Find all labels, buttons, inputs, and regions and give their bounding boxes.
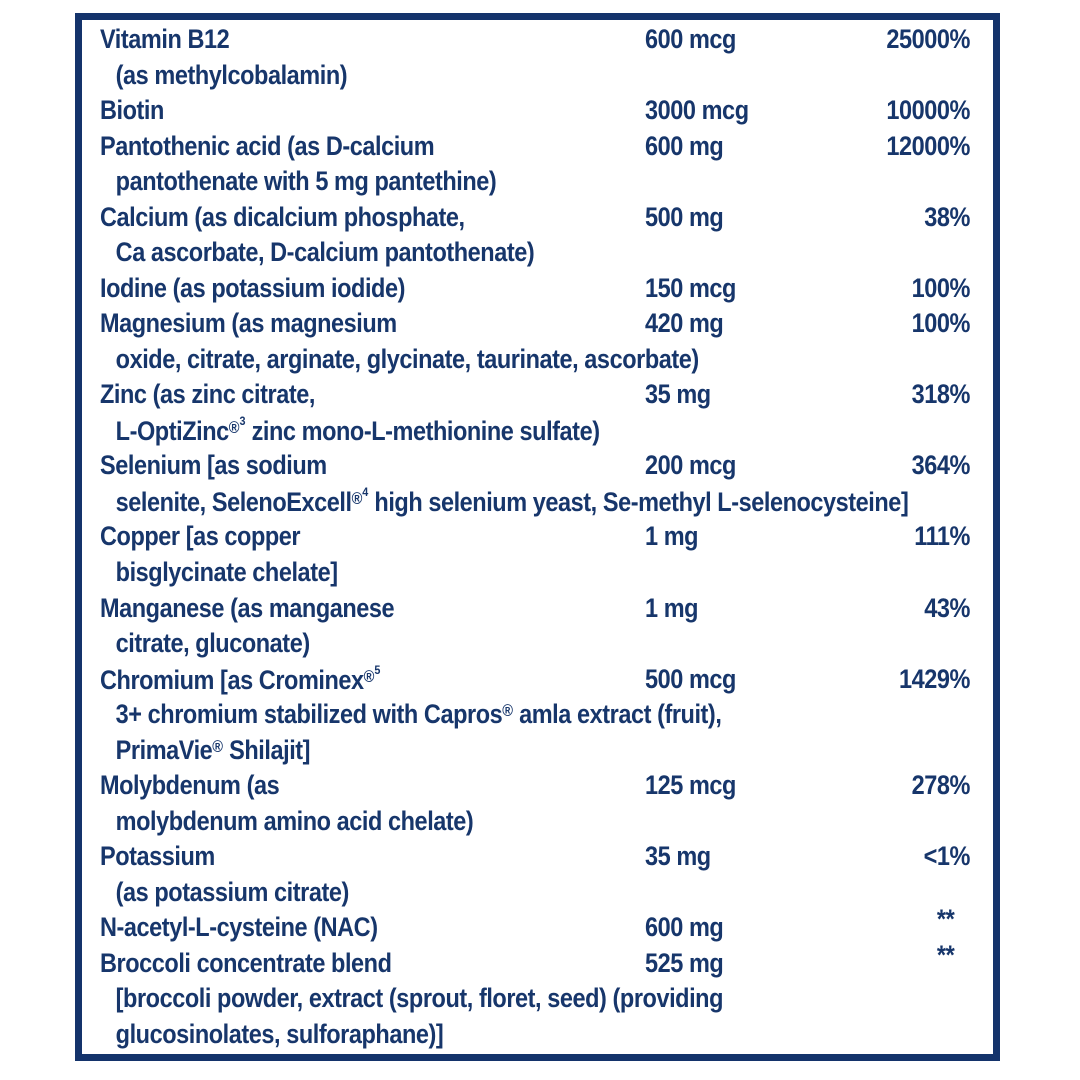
table-row: [100, 939, 970, 981]
table-row-continuation: [100, 981, 970, 1017]
nutrient-name-text: 3+ chromium stabilized with Capros: [115, 699, 503, 730]
nutrient-daily-value: 318%: [911, 379, 970, 410]
nutrient-name-continuation: molybdenum amino acid chelate): [115, 805, 474, 836]
nutrient-name-text: selenite, SelenoExcell: [115, 486, 352, 517]
nutrient-amount: 525 mg: [645, 947, 724, 978]
nutrient-amount: 200 mcg: [645, 450, 736, 481]
registered-trademark-symbol: ®: [351, 488, 363, 508]
nutrient-name-continuation: glucosinolates, sulforaphane)]: [115, 1018, 444, 1049]
nutrient-name: Potassium: [100, 841, 215, 872]
table-row: [100, 271, 970, 307]
footnote-number: 3: [239, 413, 246, 428]
table-row-continuation: [100, 164, 970, 200]
nutrient-daily-value-footnote: **: [936, 904, 955, 935]
nutrient-amount: 3000 mcg: [645, 95, 749, 126]
nutrient-amount: 600 mg: [645, 912, 724, 943]
nutrient-name: Calcium (as dicalcium phosphate,: [100, 201, 465, 232]
nutrient-amount: 1 mg: [645, 521, 699, 552]
nutrient-name: Pantothenic acid (as D-calcium: [100, 130, 435, 161]
nutrient-name-continuation: [100, 485, 908, 518]
nutrient-amount: 500 mg: [645, 201, 724, 232]
nutrient-name-continuation: oxide, citrate, arginate, glycinate, taurinate, ascorbate): [115, 343, 699, 374]
nutrient-name-continuation: (as potassium citrate): [115, 876, 349, 907]
table-row-continuation: [100, 484, 970, 520]
table-row: [100, 661, 970, 697]
table-row-continuation: [100, 874, 970, 910]
registered-trademark-symbol: ®: [502, 701, 513, 721]
nutrient-amount: 500 mcg: [645, 663, 736, 694]
nutrient-table: [82, 20, 993, 1054]
nutrient-daily-value: 12000%: [886, 130, 970, 161]
table-row-continuation: [100, 342, 970, 378]
nutrient-name-text: amla extract (fruit),: [512, 699, 722, 730]
table-row: [100, 590, 970, 626]
nutrient-name-text: Chromium [as Crominex: [100, 664, 364, 695]
nutrient-name-continuation: [100, 699, 857, 730]
nutrient-name: Selenium [as sodium: [100, 450, 327, 481]
footnote-number: 4: [362, 484, 369, 499]
table-row: [100, 377, 970, 413]
table-row-continuation: [100, 58, 970, 94]
table-row: [100, 448, 970, 484]
nutrient-name-continuation: Ca ascorbate, D-calcium pantothenate): [115, 237, 535, 268]
table-row: [100, 839, 970, 875]
nutrient-daily-value: 364%: [911, 450, 970, 481]
table-row: [100, 768, 970, 804]
table-row-continuation: [100, 626, 970, 662]
nutrient-name: Broccoli concentrate blend: [100, 947, 392, 978]
table-row: [100, 904, 970, 946]
nutrient-amount: 35 mg: [645, 379, 711, 410]
nutrient-name: Manganese (as manganese: [100, 592, 395, 623]
nutrient-name-text: high selenium yeast, Se-methyl L-selenocysteine]: [368, 486, 909, 517]
table-row: [100, 22, 970, 58]
table-row-continuation: [100, 1016, 970, 1052]
nutrient-name-continuation: [100, 735, 857, 766]
table-row-continuation: [100, 413, 970, 449]
nutrient-daily-value: 278%: [911, 770, 970, 801]
nutrient-name: Copper [as copper: [100, 521, 301, 552]
nutrient-amount: 420 mg: [645, 308, 724, 339]
nutrient-daily-value: 43%: [924, 592, 970, 623]
nutrient-amount: 600 mg: [645, 130, 724, 161]
nutrient-name-text: Shilajit]: [223, 734, 311, 765]
nutrient-daily-value-footnote: **: [936, 939, 955, 970]
nutrient-name-continuation: [broccoli powder, extract (sprout, floret, seed) (providing: [115, 983, 724, 1014]
nutrient-amount: 35 mg: [645, 841, 711, 872]
nutrient-name: N-acetyl-L-cysteine (NAC): [100, 912, 378, 943]
nutrient-name: Molybdenum (as: [100, 770, 280, 801]
table-row: [100, 519, 970, 555]
nutrient-name-continuation: [100, 414, 857, 447]
nutrient-name-text: L-OptiZinc: [115, 415, 229, 446]
nutrient-amount: 150 mcg: [645, 272, 736, 303]
nutrient-name-continuation: bisglycinate chelate]: [115, 556, 338, 587]
nutrient-name: [100, 663, 574, 696]
registered-trademark-symbol: ®: [228, 417, 240, 437]
table-row-continuation: [100, 697, 970, 733]
table-row-continuation: [100, 235, 970, 271]
nutrient-name-continuation: (as methylcobalamin): [115, 59, 348, 90]
nutrient-daily-value: 111%: [914, 521, 970, 552]
table-row: [100, 200, 970, 236]
nutrient-daily-value: <1%: [923, 841, 970, 872]
nutrient-name-text: zinc mono-L-methionine sulfate): [245, 415, 600, 446]
nutrient-name: Iodine (as potassium iodide): [100, 272, 405, 303]
nutrient-amount: 600 mcg: [645, 24, 736, 55]
nutrient-daily-value: 38%: [924, 201, 970, 232]
nutrient-daily-value: 25000%: [886, 24, 970, 55]
nutrient-name-continuation: pantothenate with 5 mg pantethine): [115, 166, 497, 197]
table-row-continuation: [100, 555, 970, 591]
footnote-number: 5: [374, 662, 381, 677]
nutrient-name: Biotin: [100, 95, 164, 126]
nutrient-name: Vitamin B12: [100, 24, 230, 55]
nutrient-name-text: PrimaVie: [115, 734, 213, 765]
nutrient-daily-value: 1429%: [899, 663, 970, 694]
registered-trademark-symbol: ®: [212, 736, 224, 756]
nutrient-amount: 1 mg: [645, 592, 699, 623]
table-row: [100, 93, 970, 129]
table-row: [100, 306, 970, 342]
nutrient-daily-value: 100%: [911, 308, 970, 339]
table-row: [100, 129, 970, 165]
nutrient-daily-value: 10000%: [886, 95, 970, 126]
supplement-facts-panel: [75, 13, 1000, 1061]
nutrient-daily-value: 100%: [911, 272, 970, 303]
table-row-continuation: [100, 803, 970, 839]
nutrient-amount: 125 mcg: [645, 770, 736, 801]
registered-trademark-symbol: ®: [363, 666, 375, 686]
nutrient-name: Zinc (as zinc citrate,: [100, 379, 315, 410]
nutrient-name: Magnesium (as magnesium: [100, 308, 397, 339]
table-row-continuation: [100, 732, 970, 768]
nutrient-name-continuation: citrate, gluconate): [115, 628, 310, 659]
